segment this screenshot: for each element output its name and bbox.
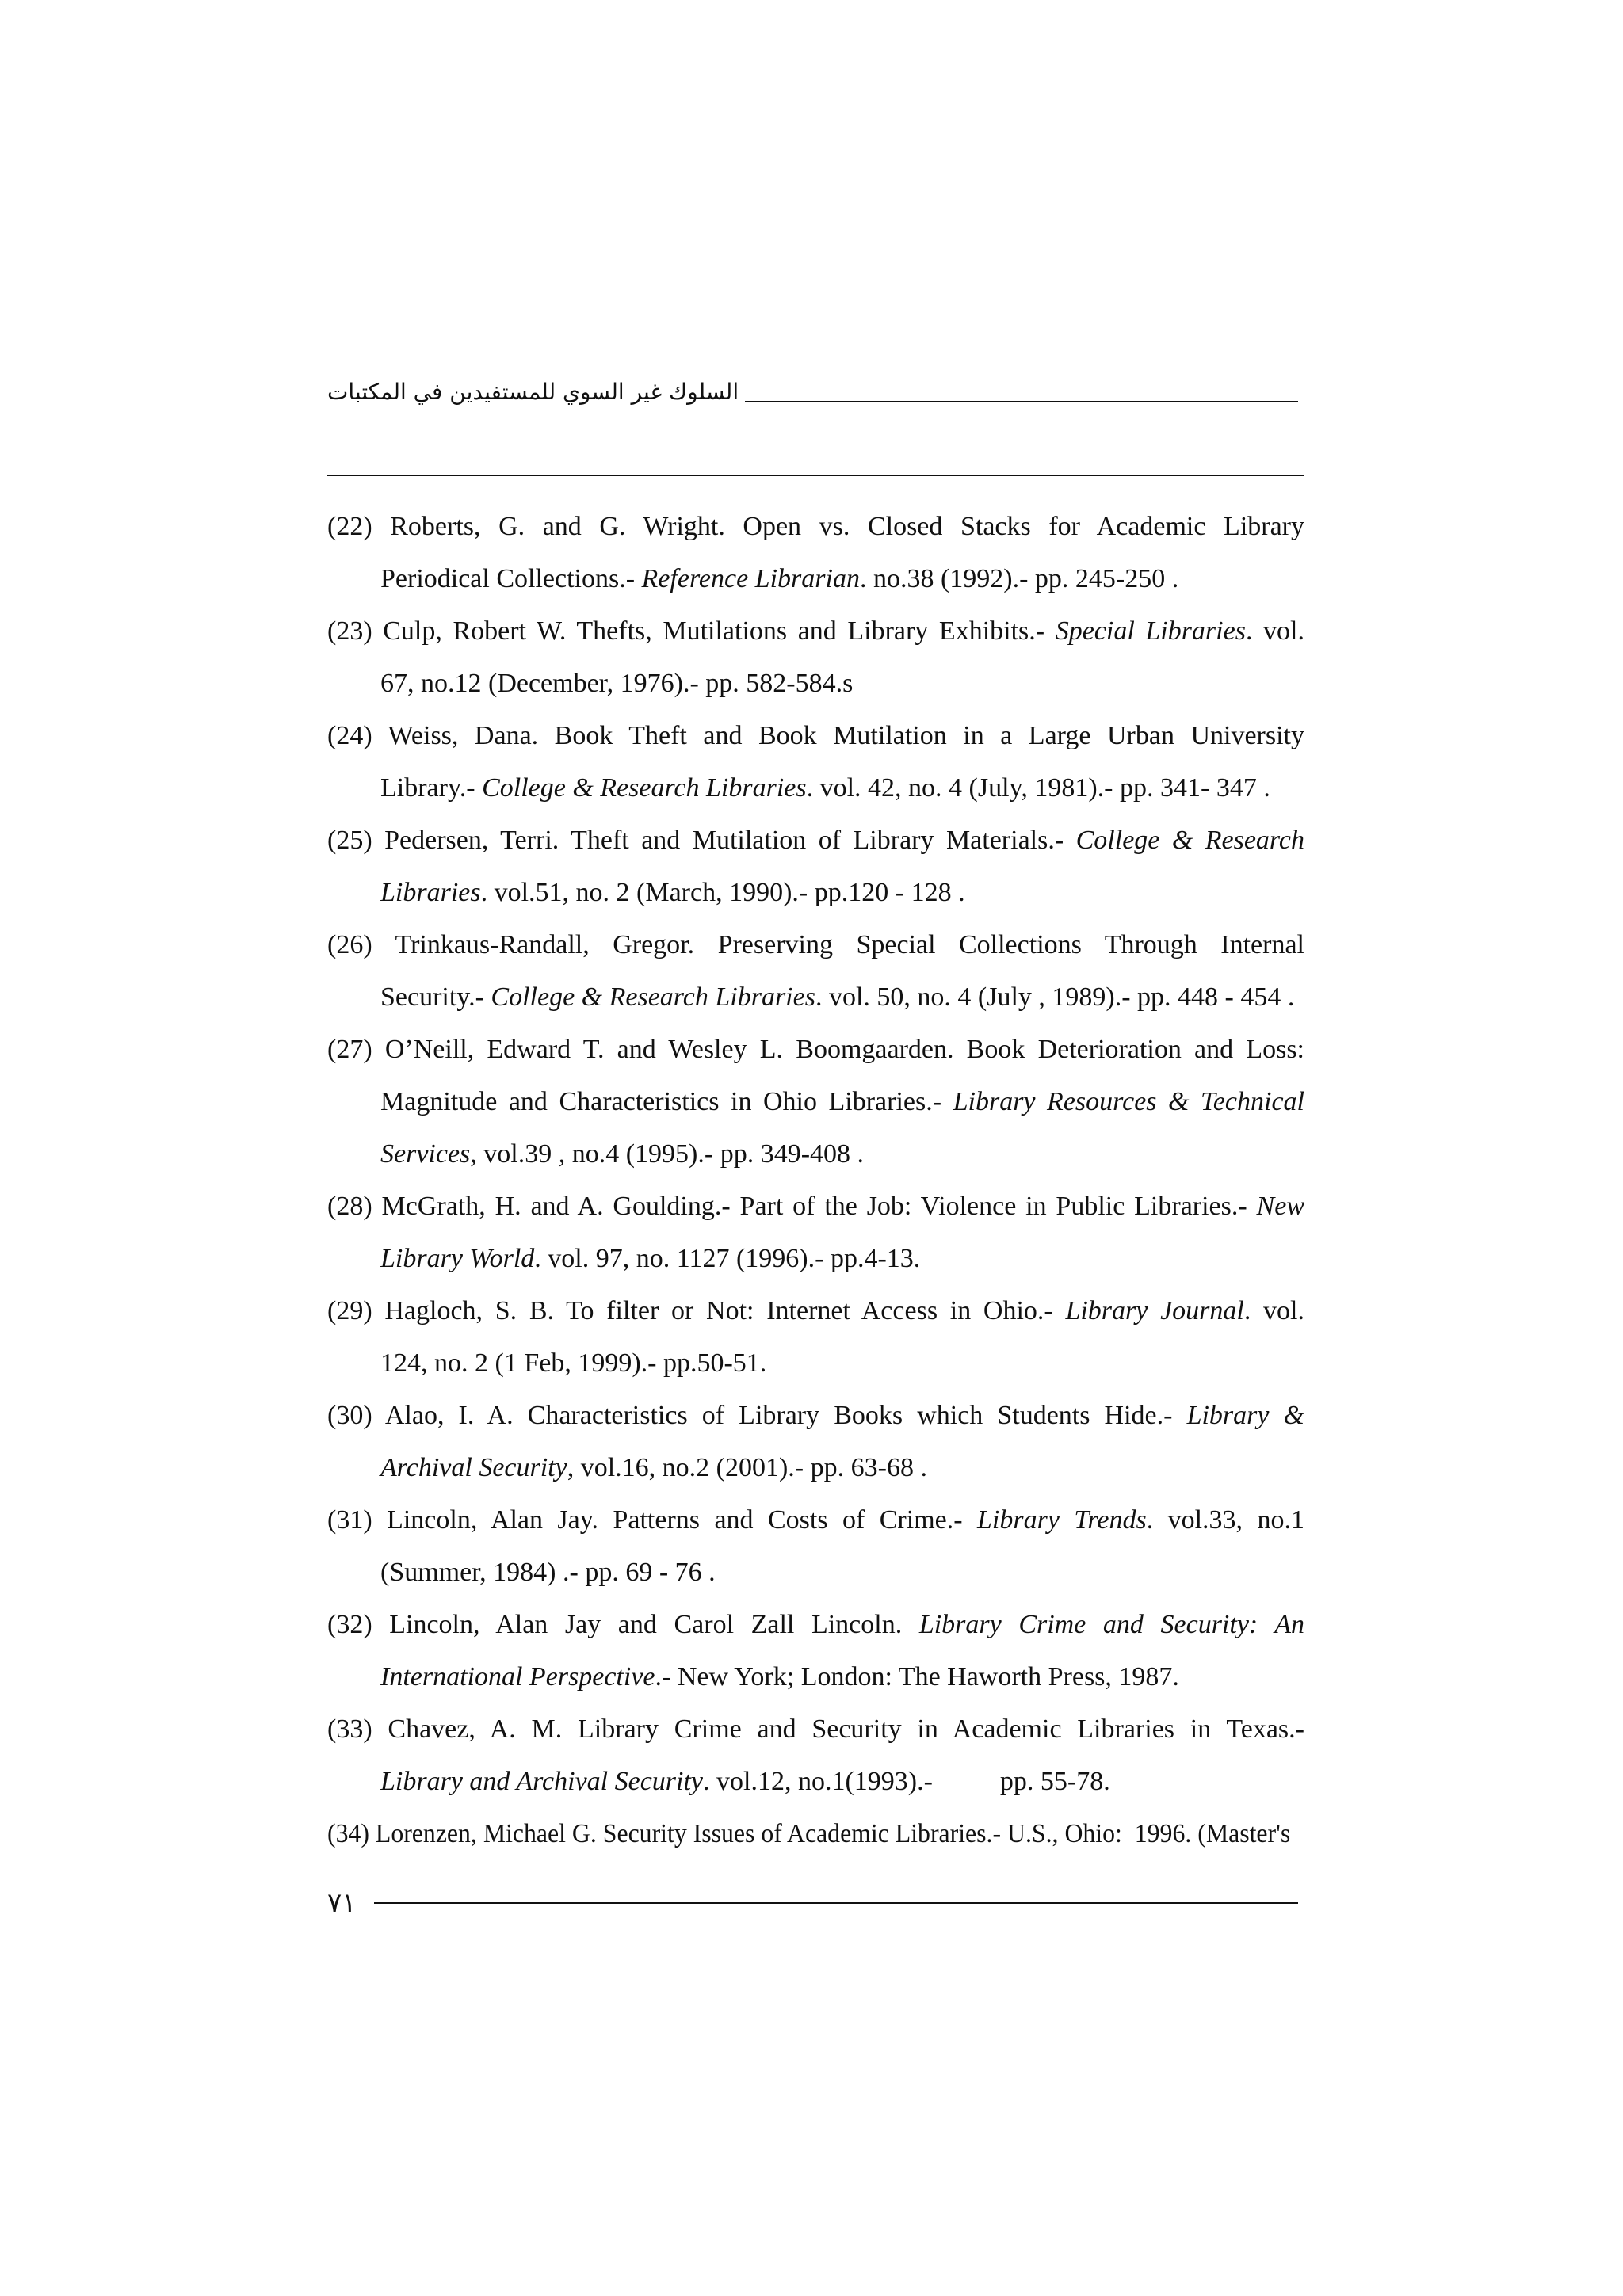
source-title: Library Crime and Security: An	[918, 1610, 1304, 1639]
reference-text: (27) O’Neill, Edward T. and Wesley L. Boomgaarden. Book Deterioration and Loss:	[327, 1035, 1304, 1064]
reference-entry	[327, 1180, 1304, 1285]
reference-line	[327, 919, 1304, 971]
reference-text: , vol.16, no.2 (2001).- pp. 63-68 .	[567, 1453, 927, 1482]
reference-text: (25) Pedersen, Terri. Theft and Mutilation of Library Materials.-	[327, 826, 1076, 855]
reference-text: (30) Alao, I. A. Characteristics of Library Books which Students Hide.-	[327, 1401, 1187, 1430]
reference-line	[327, 1390, 1304, 1442]
reference-line	[327, 501, 1304, 553]
reference-line	[327, 1651, 1304, 1703]
reference-text: . vol.	[1245, 616, 1304, 646]
reference-entry	[327, 1703, 1304, 1808]
reference-line	[327, 553, 1304, 605]
reference-entry	[327, 1494, 1304, 1599]
reference-text: (23) Culp, Robert W. Thefts, Mutilations and Library Exhibits.-	[327, 616, 1056, 646]
reference-line	[327, 1547, 1304, 1599]
running-header	[327, 376, 1298, 408]
reference-entry	[327, 919, 1304, 1024]
header-divider-rule	[327, 475, 1304, 476]
source-title: Library Resources & Technical	[953, 1087, 1304, 1116]
source-title: Special Libraries	[1055, 616, 1246, 646]
reference-text: Security.-	[380, 982, 491, 1012]
source-title: Library Journal	[1065, 1296, 1244, 1325]
reference-line	[327, 605, 1304, 658]
reference-text: . vol. 97, no. 1127 (1996).- pp.4-13.	[534, 1244, 921, 1273]
reference-line	[327, 762, 1304, 814]
page-footer	[327, 1886, 1298, 1920]
reference-text: (24) Weiss, Dana. Book Theft and Book Mutilation in a Large Urban University	[327, 721, 1304, 750]
reference-text: . vol. 42, no. 4 (July, 1981).- pp. 341- 347 .	[806, 773, 1270, 803]
source-title: College & Research	[1075, 826, 1304, 855]
reference-entry	[327, 1390, 1304, 1494]
reference-line	[327, 867, 1304, 919]
reference-text: (22) Roberts, G. and G. Wright. Open vs. Closed Stacks for Academic Library	[327, 512, 1304, 541]
reference-text: 124, no. 2 (1 Feb, 1999).- pp.50-51.	[380, 1348, 767, 1378]
source-title: College & Research Libraries	[491, 982, 815, 1012]
page-number: ٧١	[327, 1887, 357, 1919]
reference-line	[327, 1233, 1304, 1285]
reference-text: . vol.	[1243, 1296, 1304, 1325]
reference-entry	[327, 1285, 1304, 1390]
source-title: Archival Security	[380, 1453, 567, 1482]
source-title: Library &	[1186, 1401, 1304, 1430]
reference-text: (26) Trinkaus-Randall, Gregor. Preserving Special Collections Through Internal	[327, 930, 1304, 959]
reference-line	[327, 1337, 1304, 1390]
reference-entry	[327, 605, 1304, 710]
reference-text: . vol. 50, no. 4 (July , 1989).- pp. 448 - 454 .	[815, 982, 1295, 1012]
source-title: College & Research Libraries	[482, 773, 807, 803]
reference-text: (32) Lincoln, Alan Jay and Carol Zall Lincoln.	[327, 1610, 919, 1639]
source-title: International Perspective	[380, 1662, 655, 1691]
reference-line	[327, 710, 1304, 762]
reference-text: (Summer, 1984) .- pp. 69 - 76 .	[380, 1558, 716, 1587]
reference-text: , vol.39 , no.4 (1995).- pp. 349-408 .	[470, 1139, 865, 1169]
reference-text: (28) McGrath, H. and A. Goulding.- Part of the Job: Violence in Public Libraries.-	[327, 1192, 1257, 1221]
reference-entry	[327, 710, 1304, 814]
reference-line	[327, 1756, 1304, 1808]
reference-line	[327, 971, 1304, 1024]
reference-line	[327, 1285, 1304, 1337]
footer-rule	[374, 1902, 1298, 1904]
reference-line	[327, 1128, 1304, 1180]
reference-entry	[327, 814, 1304, 919]
reference-list	[327, 501, 1304, 1860]
reference-text: (31) Lincoln, Alan Jay. Patterns and Costs of Crime.-	[327, 1505, 977, 1535]
reference-line	[327, 1180, 1304, 1233]
reference-line	[327, 658, 1304, 710]
reference-text: . no.38 (1992).- pp. 245-250 .	[859, 564, 1179, 593]
reference-entry	[327, 1024, 1304, 1180]
source-title: Library Trends	[977, 1505, 1147, 1535]
reference-text: . vol.51, no. 2 (March, 1990).- pp.120 - 128 .	[480, 878, 965, 907]
source-title: New	[1256, 1192, 1304, 1221]
reference-entry	[327, 1599, 1304, 1703]
source-title: Libraries	[380, 878, 481, 907]
reference-line	[327, 1442, 1304, 1494]
reference-text: (29) Hagloch, S. B. To filter or Not: Internet Access in Ohio.-	[327, 1296, 1066, 1325]
running-header-title: السلوك غير السوي للمستفيدين في المكتبات	[327, 379, 739, 405]
reference-entry	[327, 1808, 1304, 1860]
reference-text: .- New York; London: The Haworth Press, 1987.	[655, 1662, 1179, 1691]
reference-text: (34) Lorenzen, Michael G. Security Issues of Academic Libraries.- U.S., Ohio: 1996. (Master's	[327, 1819, 1291, 1848]
source-title: Library and Archival Security	[380, 1767, 704, 1796]
reference-text: . vol.12, no.1(1993).- pp. 55-78.	[703, 1767, 1110, 1796]
reference-line	[327, 1703, 1304, 1756]
reference-line	[327, 1494, 1304, 1547]
header-rule	[745, 401, 1298, 402]
reference-line	[327, 1599, 1304, 1651]
reference-text: 67, no.12 (December, 1976).- pp. 582-584.s	[380, 669, 854, 698]
reference-line	[327, 1076, 1304, 1128]
reference-line	[327, 1024, 1304, 1076]
source-title: Services	[380, 1139, 471, 1169]
reference-text: (33) Chavez, A. M. Library Crime and Security in Academic Libraries in Texas.-	[327, 1714, 1304, 1744]
reference-line	[327, 814, 1304, 867]
reference-text: Magnitude and Characteristics in Ohio Libraries.-	[380, 1087, 953, 1116]
source-title: Reference Librarian	[641, 564, 860, 593]
reference-entry	[327, 501, 1304, 605]
reference-text: . vol.33, no.1	[1146, 1505, 1304, 1535]
reference-line	[327, 1808, 1290, 1860]
source-title: Library World	[380, 1244, 535, 1273]
reference-text: Library.-	[380, 773, 483, 803]
reference-text: Periodical Collections.-	[380, 564, 642, 593]
